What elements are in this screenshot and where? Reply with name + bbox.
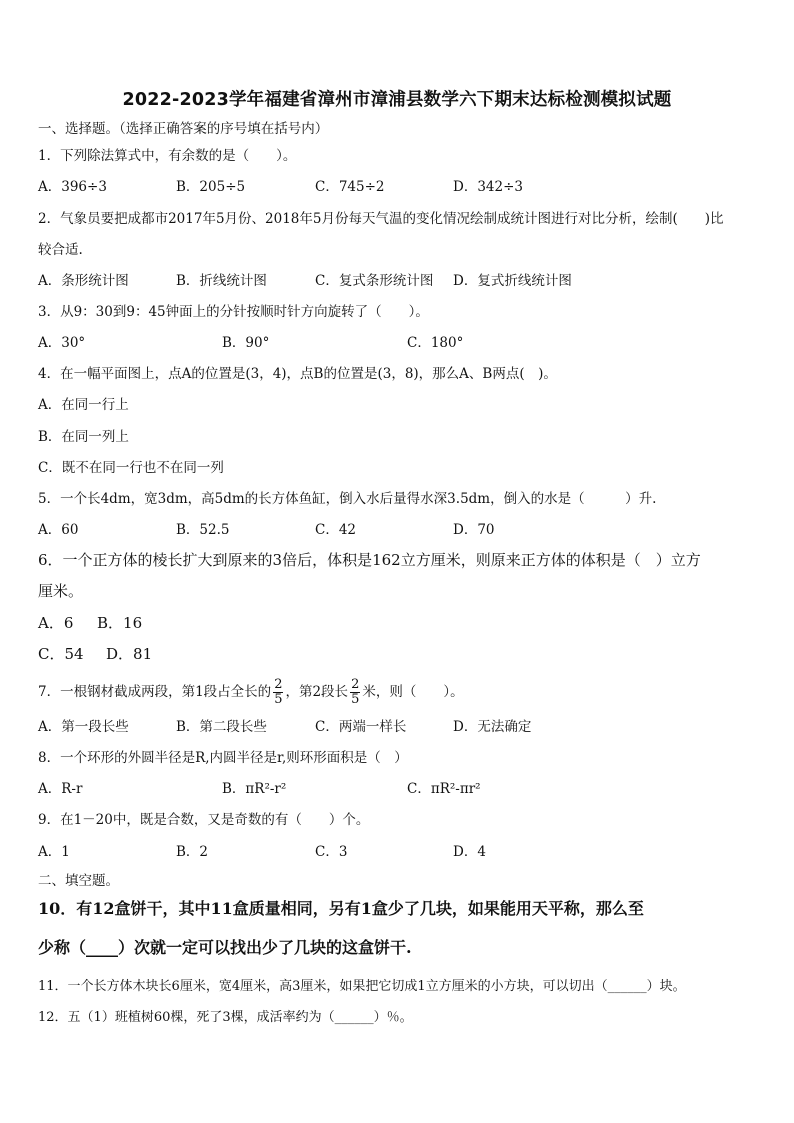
q3-option-a: A．30°	[38, 335, 86, 351]
q1-option-d: D．342÷3	[453, 179, 523, 195]
question-8: 8．一个环形的外圆半径是R,内圆半径是r,则环形面积是（ ）	[38, 750, 408, 766]
fraction-1-numerator: 2	[274, 677, 283, 692]
q6-option-b: B．16	[97, 614, 143, 632]
q6-option-c: C．54	[38, 645, 84, 663]
q4-option-c: C．既不在同一行也不在同一列	[38, 460, 224, 476]
q7-option-d: D．无法确定	[453, 719, 532, 735]
q9-option-a: A．1	[38, 844, 70, 860]
q1-option-a: A．396÷3	[38, 179, 107, 195]
question-4: 4．在一幅平面图上，点A的位置是(3，4)，点B的位置是(3，8)，那么A、B两点( )。	[38, 366, 557, 382]
q6-option-d: D．81	[106, 645, 153, 663]
q2-option-d: D．复式折线统计图	[453, 273, 572, 289]
q7-option-c: C．两端一样长	[315, 719, 407, 735]
section-heading-fill-blank: 二、填空题。	[38, 873, 119, 889]
fraction-2-denominator: 5	[351, 692, 360, 707]
section-heading-choice: 一、选择题。（选择正确答案的序号填在括号内）	[38, 121, 329, 137]
q8-option-c: C．πR²-πr²	[407, 781, 481, 797]
fraction-1-denominator: 5	[274, 692, 283, 707]
q2-option-b: B．折线统计图	[176, 273, 267, 289]
q8-option-b: B．πR²-r²	[222, 781, 287, 797]
question-6-line1: 6．一个正方体的棱长扩大到原来的3倍后，体积是162立方厘米，则原来正方体的体积是（ ）立方	[38, 551, 701, 569]
question-10-line1: 10．有12盒饼干，其中11盒质量相同，另有1盒少了几块，如果能用天平称，那么至	[38, 899, 644, 918]
q5-option-a: A．60	[38, 522, 79, 538]
question-9: 9．在1－20中，既是合数，又是奇数的有（ ）个。	[38, 812, 370, 828]
q5-option-d: D．70	[453, 522, 495, 538]
q8-option-a: A．R-r	[38, 781, 83, 797]
fraction-1	[273, 678, 283, 707]
q2-option-a: A．条形统计图	[38, 273, 129, 289]
q9-option-c: C．3	[315, 844, 348, 860]
q6-option-a: A．6	[38, 614, 74, 632]
q4-option-a: A．在同一行上	[38, 397, 129, 413]
q7-text-end: 米，则（ ）。	[362, 684, 464, 700]
q5-option-b: B．52.5	[176, 522, 230, 538]
q7-text-middle: ，第2段长	[285, 684, 349, 700]
q7-option-b: B．第二段长些	[176, 719, 267, 735]
question-2-line2: 较合适.	[38, 242, 83, 258]
q7-text-start: 7．一根钢材截成两段，第1段占全长的	[38, 684, 272, 700]
q9-option-d: D．4	[453, 844, 486, 860]
page-title: 2022-2023学年福建省漳州市漳浦县数学六下期末达标检测模拟试题	[122, 90, 672, 110]
q1-option-b: B．205÷5	[176, 179, 246, 195]
question-7	[38, 674, 464, 710]
question-1: 1．下列除法算式中，有余数的是（ ）。	[38, 148, 297, 164]
fraction-2-numerator: 2	[351, 677, 360, 692]
q3-option-c: C．180°	[407, 335, 464, 351]
question-10-line2: 少称（____）次就一定可以找出少了几块的这盒饼干.	[38, 938, 412, 957]
question-5: 5．一个长4dm，宽3dm，高5dm的长方体鱼缸，倒入水后量得水深3.5dm，倒入的水是（ ）升.	[38, 491, 657, 507]
question-3: 3．从9：30到9：45钟面上的分针按顺时针方向旋转了（ ）。	[38, 304, 429, 320]
question-6-line2: 厘米。	[38, 582, 84, 600]
q4-option-b: B．在同一列上	[38, 429, 129, 445]
q2-option-c: C．复式条形统计图	[315, 273, 434, 289]
fraction-2	[350, 678, 360, 707]
q1-option-c: C．745÷2	[315, 179, 385, 195]
question-11: 11．一个长方体木块长6厘米，宽4厘米，高3厘米，如果把它切成1立方厘米的小方块，可以切出（______）块。	[38, 979, 686, 994]
q3-option-b: B．90°	[222, 335, 270, 351]
q5-option-c: C．42	[315, 522, 357, 538]
q7-option-a: A．第一段长些	[38, 719, 129, 735]
question-12: 12．五（1）班植树60棵，死了3棵，成活率约为（______）％。	[38, 1010, 413, 1025]
question-2-line1: 2．气象员要把成都市2017年5月份、2018年5月份每天气温的变化情况绘制成统计图进行对比分析，绘制( )比	[38, 211, 724, 227]
q9-option-b: B．2	[176, 844, 209, 860]
